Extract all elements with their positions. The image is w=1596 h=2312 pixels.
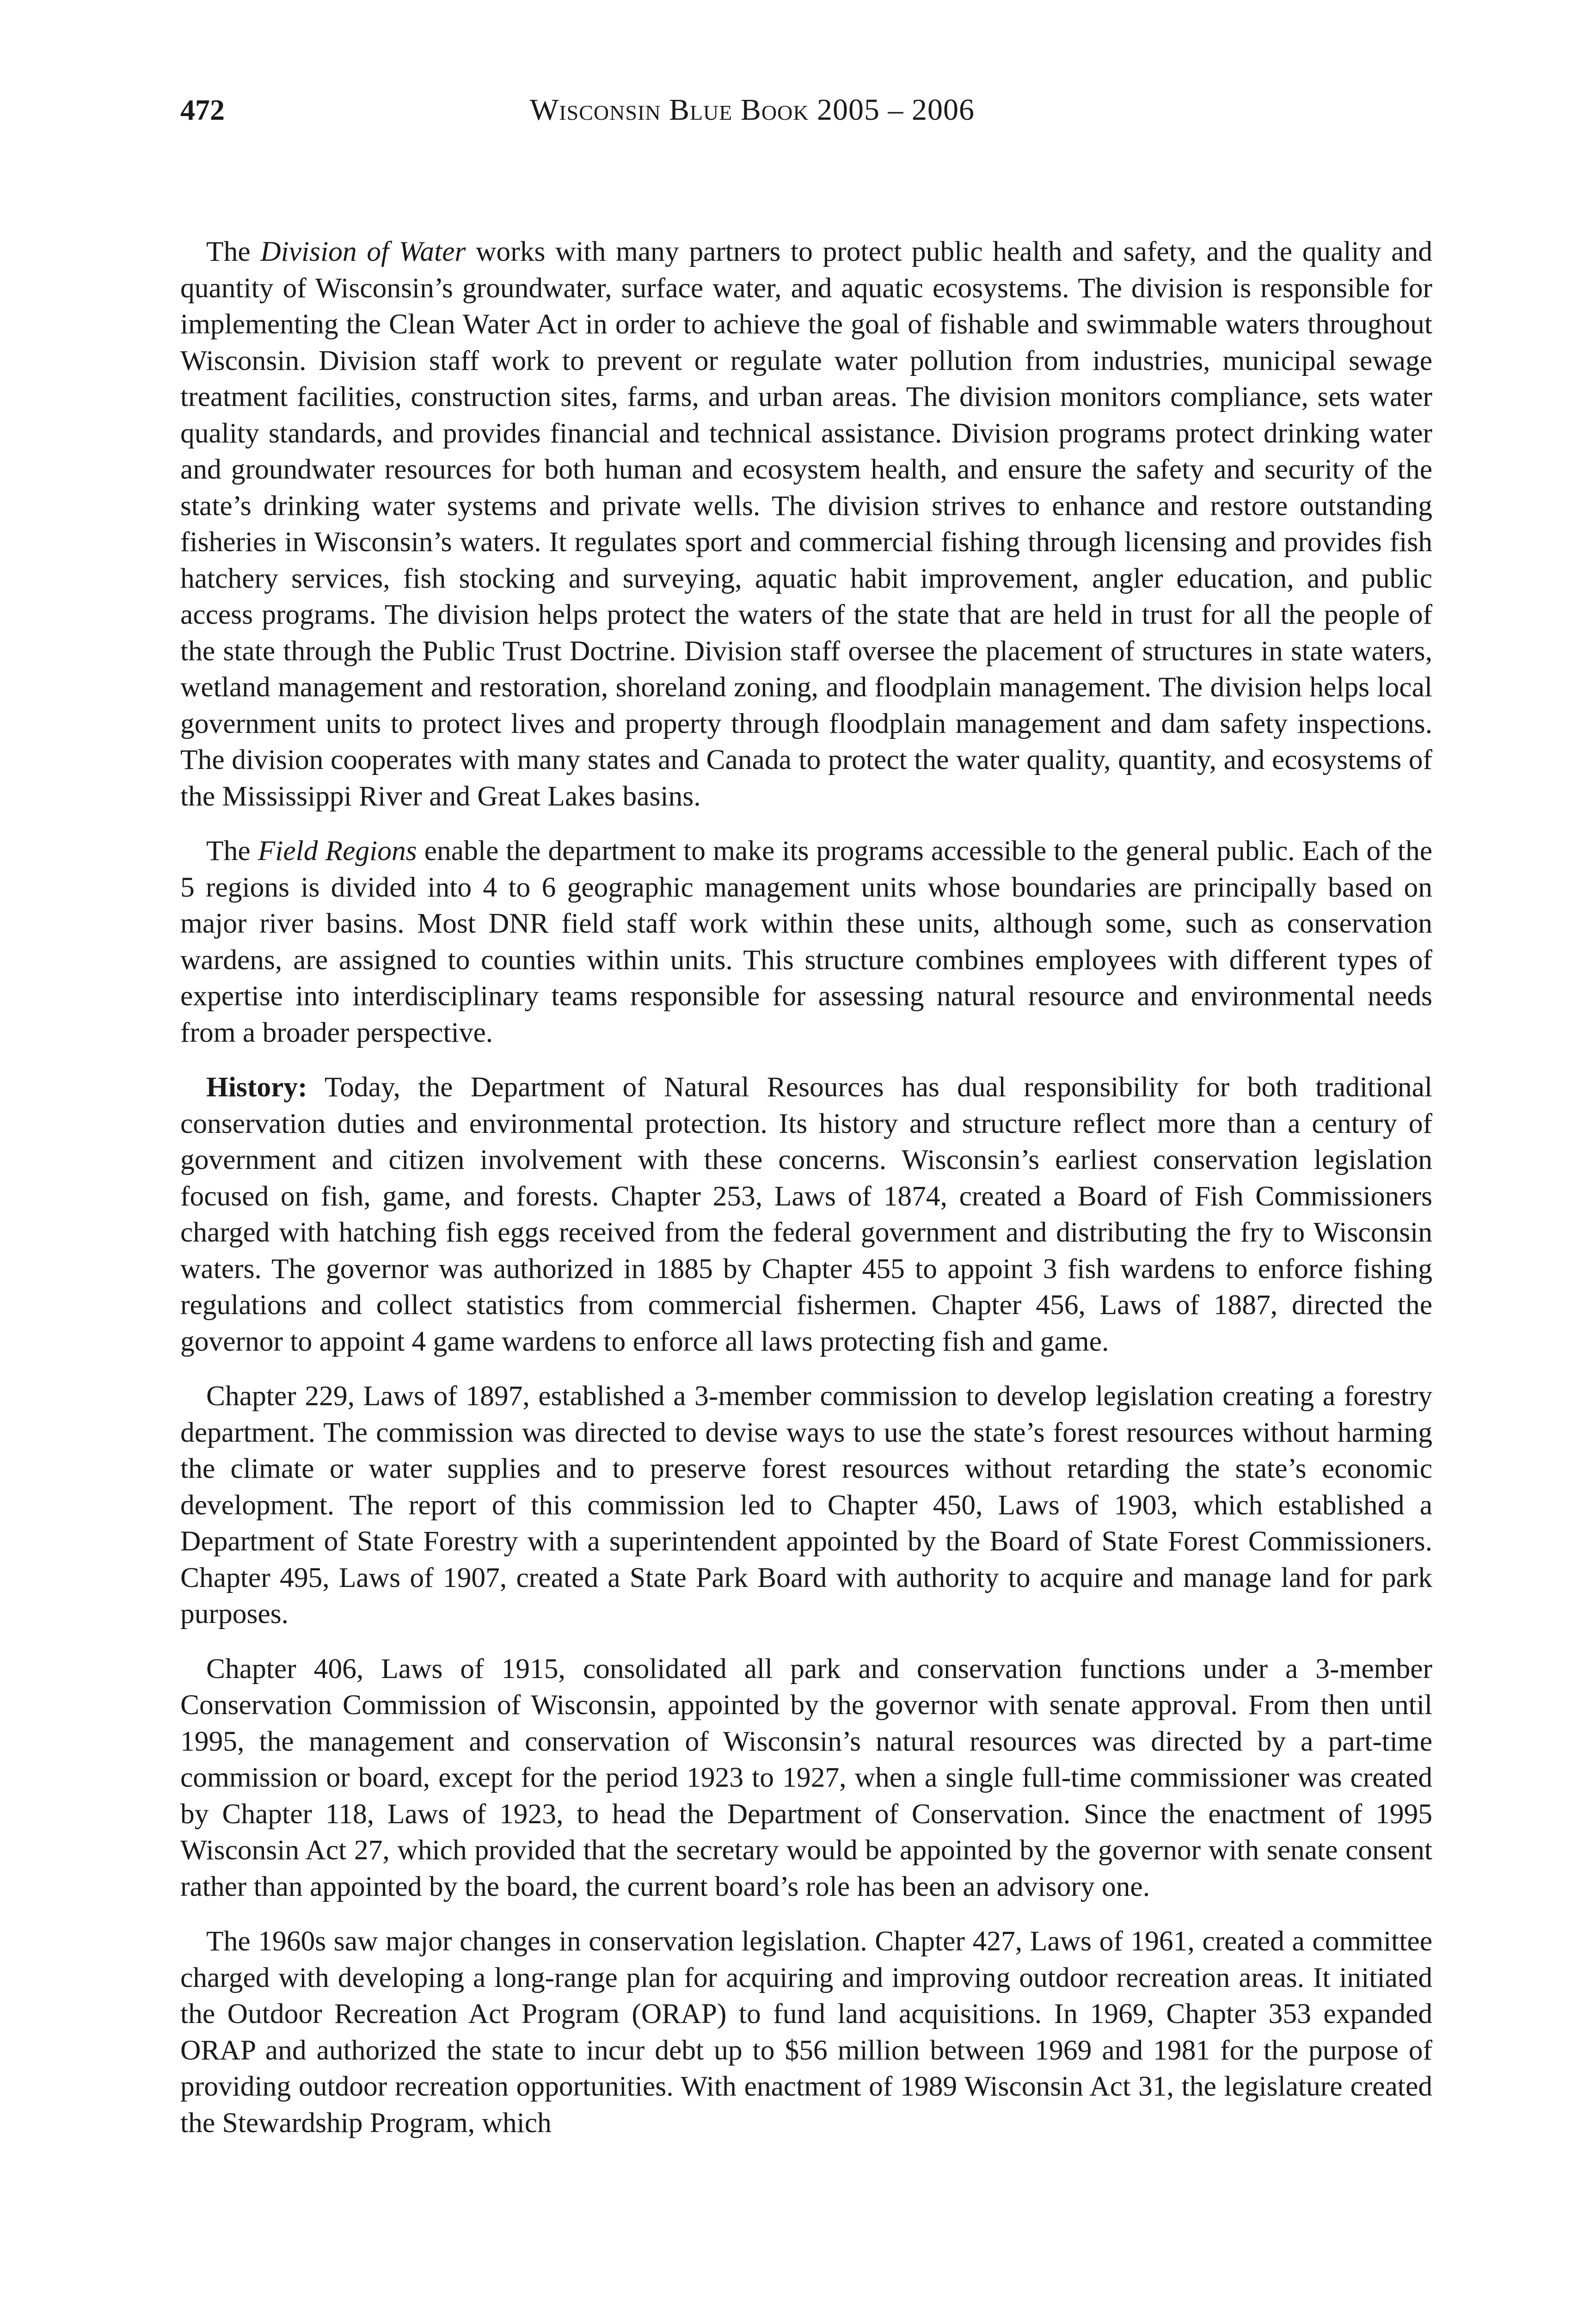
paragraph-lead: The [206,835,258,867]
paragraph-text: enable the department to make its programs accessible to the general public. Each of the 5 regions is divided into 4 to 6 geographic management units whose boundaries are principally based on major river basins. Most DNR field staff work within these units, although some, such as conservation wardens, are assigned to counties within units. This structure combines employees with different types of expertise into interdisciplinary teams responsible for assessing natural resource and environmental needs from a broader perspective. [180,835,1432,1048]
paragraph-history [180,1069,1432,1359]
page-number: 472 [180,93,225,126]
paragraph-text: works with many partners to protect public health and safety, and the quality and quantity of Wisconsin’s groundwater, surface water, and aquatic ecosystems. The division is responsible for implementing the Clean Water Act in order to achieve the goal of fishable and swimmable waters throughout Wisconsin. Division staff work to prevent or regulate water pollution from industries, municipal sewage treatment facilities, construction sites, farms, and urban areas. The division monitors compliance, sets water quality standards, and provides financial and technical assistance. Division programs protect drinking water and groundwater resources for both human and ecosystem health, and ensure the safety and security of the state’s drinking water systems and private wells. The division strives to enhance and restore outstanding fisheries in Wisconsin’s waters. It regulates sport and commercial fishing through licensing and provides fish hatchery services, fish stocking and surveying, aquatic habit improvement, angler education, and public access programs. The division helps protect the waters of the state that are held in trust for all the people of the state through the Public Trust Doctrine. Division staff oversee the placement of structures in state waters, wetland management and restoration, shoreland zoning, and floodplain management. The division helps local government units to protect lives and property through floodplain management and dam safety inspections. The division cooperates with many states and Canada to protect the water quality, quantity, and ecosystems of the Mississippi River and Great Lakes basins. [180,236,1432,812]
running-header [180,92,1438,133]
paragraph-lead: The [206,236,261,267]
division-name: Field Regions [258,835,417,867]
paragraph-1960s-legislation: The 1960s saw major changes in conservation legislation. Chapter 427, Laws of 1961, created a committee charged with developing a long-range plan for acquiring and improving outdoor recreation areas. It initiated the Outdoor Recreation Act Program (ORAP) to fund land acquisitions. In 1969, Chapter 353 expanded ORAP and authorized the state to incur debt up to $56 million between 1969 and 1981 for the purpose of providing outdoor recreation opportunities. With enactment of 1989 Wisconsin Act 31, the legislature created the Stewardship Program, which [180,1925,1432,2139]
paragraph-conservation-commission: Chapter 406, Laws of 1915, consolidated all park and conservation functions under a 3-member Conservation Commission of Wisconsin, appointed by the governor with senate approval. From then until 1995, the management and conservation of Wisconsin’s natural resources was directed by a part-time commission or board, except for the period 1923 to 1927, when a single full-time commissioner was created by Chapter 118, Laws of 1923, to head the Department of Conservation. Since the enactment of 1995 Wisconsin Act 27, which provided that the secretary would be appointed by the governor with senate consent rather than appointed by the board, the current board’s role has been an advisory one. [180,1653,1432,1902]
section-label: History: [206,1071,307,1103]
paragraph-division-of-water [180,234,1432,814]
division-name: Division of Water [260,236,466,267]
paragraph-text: Today, the Department of Natural Resources has dual responsibility for both traditional conservation duties and environmental protection. Its history and structure reflect more than a century of government and citizen involvement with these concerns. Wisconsin’s earliest conservation legislation focused on fish, game, and forests. Chapter 253, Laws of 1874, created a Board of Fish Commissioners charged with hatching fish eggs received from the federal government and distributing the fry to Wisconsin waters. The governor was authorized in 1885 by Chapter 455 to appoint 3 fish wardens to enforce fishing regulations and collect statistics from commercial fishermen. Chapter 456, Laws of 1887, directed the governor to appoint 4 game wardens to enforce all laws protecting fish and game. [180,1071,1432,1357]
paragraph-forestry: Chapter 229, Laws of 1897, established a 3-member commission to develop legislation creating a forestry department. The commission was directed to devise ways to use the state’s forest resources without harming the climate or water supplies and to preserve forest resources without retarding the state’s economic development. The report of this commission led to Chapter 450, Laws of 1903, which established a Department of State Forestry with a superintendent appointed by the Board of State Forest Commissioners. Chapter 495, Laws of 1907, created a State Park Board with authority to acquire and manage land for park purposes. [180,1380,1432,1629]
paragraph-field-regions [180,833,1432,1051]
article-body [180,234,1432,2159]
running-title: Wisconsin Blue Book 2005 – 2006 [530,93,975,127]
